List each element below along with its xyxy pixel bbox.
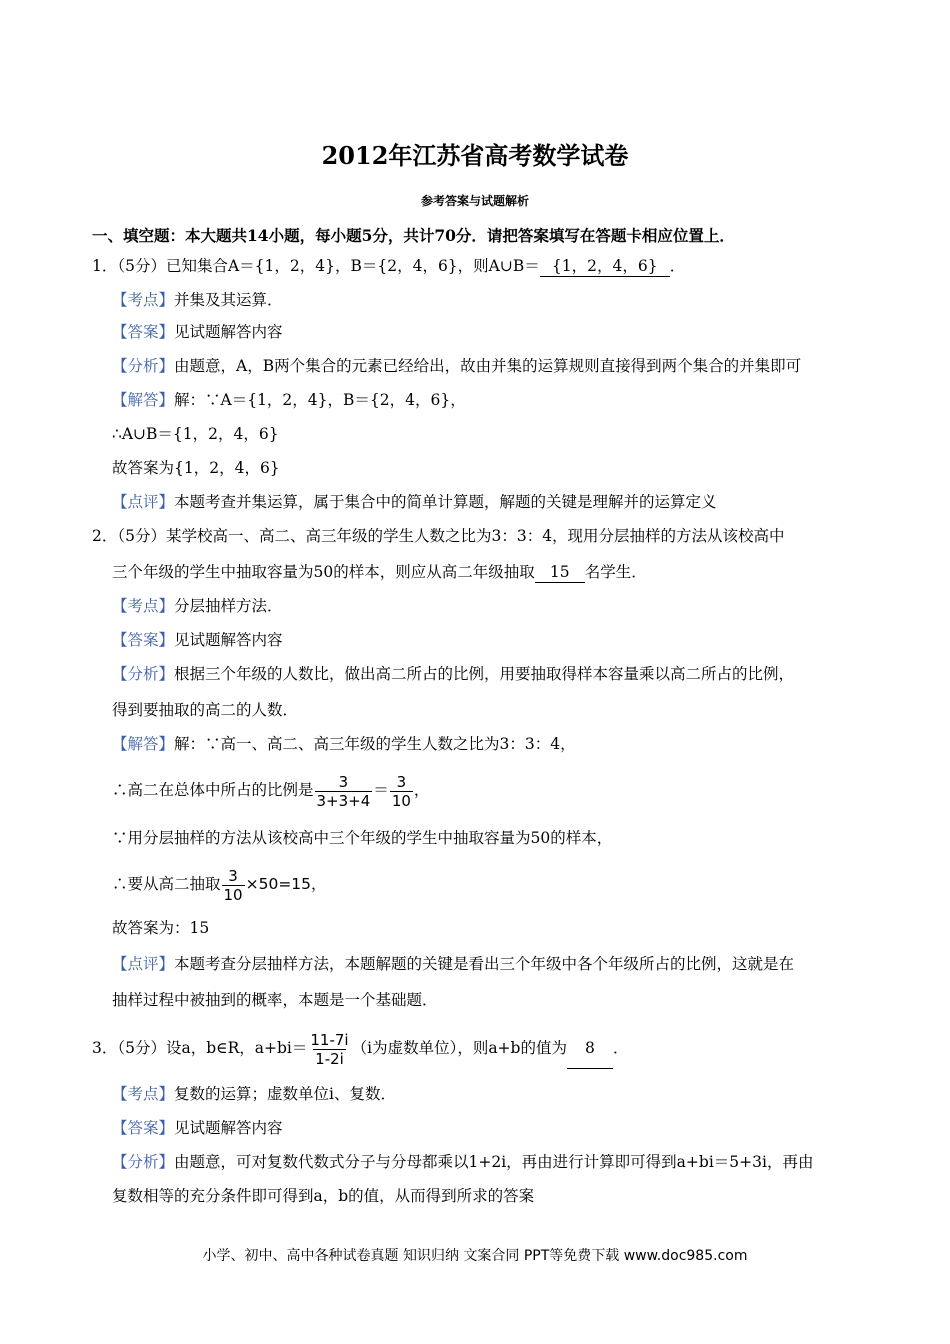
q2-calc-result: ×50=15， <box>245 875 327 893</box>
daan-tag: 【答案】 <box>112 631 175 649</box>
daan-tag: 【答案】 <box>112 323 175 341</box>
q2-calc-text: ∴要从高二抽取 <box>112 875 221 893</box>
q3-kaodian <box>112 1084 396 1104</box>
q2-dianping-text: 本题考查分层抽样方法，本题解题的关键是看出三个年级中各个年级所占的比例，这就是在 <box>174 955 795 973</box>
q1-dianping <box>112 492 717 512</box>
q1-jieda <box>112 390 466 410</box>
q2-ratio-text: ∴高二在总体中所占的比例是 <box>112 781 314 799</box>
page-title: 2012年江苏省高考数学试卷 <box>321 141 629 170</box>
q3-kaodian-text: 复数的运算；虚数单位i、复数． <box>174 1085 396 1103</box>
q2-ratio-line <box>112 770 429 810</box>
q2-dianping-line2: 抽样过程中被抽到的概率，本题是一个基础题． <box>112 991 438 1009</box>
q3-daan <box>112 1118 283 1138</box>
q1-daan <box>112 322 283 342</box>
jieda-tag: 【解答】 <box>112 735 175 753</box>
q2-ratio-fraction-simplified <box>390 773 413 810</box>
q2-daan-text: 见试题解答内容 <box>174 631 283 649</box>
q3-stem-text: 3．（5分）设a，b∈R，a+bi＝ <box>92 1039 308 1057</box>
fenxi-tag: 【分析】 <box>112 1153 175 1171</box>
fraction-denominator: 3+3+4 <box>316 791 371 810</box>
fraction-denominator: 1-2i <box>315 1049 344 1068</box>
page-footer: 小学、初中、高中各种试卷真题 知识归纳 文案合同 PPT等免费下载 www.doc985.com <box>202 1248 748 1264</box>
kaodian-tag: 【考点】 <box>112 1085 175 1103</box>
q2-dianping <box>112 954 794 974</box>
q2-calc-fraction <box>222 867 245 904</box>
daan-tag: 【答案】 <box>112 1119 175 1137</box>
fraction-denominator: 10 <box>391 791 411 810</box>
q3-stem <box>92 1028 628 1069</box>
q1-stem <box>92 256 685 277</box>
equals-sign: ＝ <box>373 781 389 799</box>
fraction-numerator: 3 <box>396 772 407 791</box>
q2-fenxi-text: 根据三个年级的人数比，做出高二所占的比例，用要抽取得样本容量乘以高二所占的比例， <box>174 665 795 683</box>
q1-jieda-text: 解：∵A＝{1，2，4}，B＝{2，4，6}， <box>174 391 466 409</box>
kaodian-tag: 【考点】 <box>112 291 175 309</box>
q1-answer-line: 故答案为{1，2，4，6} <box>112 459 280 477</box>
q2-stem-end: 名学生． <box>584 563 647 581</box>
q2-jieda <box>112 734 576 754</box>
q3-fenxi-text: 由题意，可对复数代数式分子与分母都乘以1+2i，再由进行计算即可得到a+bi＝5+3i，再由 <box>174 1153 814 1171</box>
fraction-numerator: 11-7i <box>310 1030 349 1049</box>
q2-kaodian-text: 分层抽样方法． <box>174 597 283 615</box>
q1-daan-text: 见试题解答内容 <box>174 323 283 341</box>
fraction-denominator: 10 <box>223 885 243 904</box>
q2-sample-line: ∵用分层抽样的方法从该校高中三个年级的学生中抽取容量为50的样本， <box>112 829 613 847</box>
q3-stem-end: ． <box>612 1039 629 1057</box>
q2-fenxi <box>112 664 794 684</box>
fraction-numerator: 3 <box>228 866 238 885</box>
q3-answer-blank: 8 <box>567 1028 613 1069</box>
q1-fenxi <box>112 356 801 376</box>
fraction-numerator: 3 <box>338 772 349 791</box>
page-subtitle: 参考答案与试题解析 <box>420 194 529 208</box>
fenxi-tag: 【分析】 <box>112 665 175 683</box>
jieda-tag: 【解答】 <box>112 391 175 409</box>
q2-stem-line2 <box>112 562 647 583</box>
q2-calc-line <box>112 864 327 904</box>
q1-kaodian-text: 并集及其运算． <box>174 291 283 309</box>
dianping-tag: 【点评】 <box>112 955 175 973</box>
comma: ， <box>413 781 430 799</box>
q3-daan-text: 见试题解答内容 <box>174 1119 283 1137</box>
q2-answer-line: 故答案为：15 <box>112 919 210 937</box>
q3-fraction <box>308 1031 350 1068</box>
dianping-tag: 【点评】 <box>112 493 175 511</box>
q2-fenxi-line2: 得到要抽取的高二的人数． <box>112 701 299 719</box>
q2-kaodian <box>112 596 283 616</box>
q2-stem-line1: 2．（5分）某学校高一、高二、高三年级的学生人数之比为3：3：4，现用分层抽样的方法从该校高中 <box>92 527 785 545</box>
q2-jieda-text: 解：∵高一、高二、高三年级的学生人数之比为3：3：4， <box>174 735 576 753</box>
q2-ratio-fraction <box>315 773 373 810</box>
q1-kaodian <box>112 290 283 310</box>
q1-stem-text: 1．（5分）已知集合A＝{1，2，4}，B＝{2，4，6}，则A∪B＝ <box>92 257 540 275</box>
q3-fenxi-line2: 复数相等的充分条件即可得到a，b的值，从而得到所求的答案 <box>112 1187 535 1205</box>
q3-stem-mid: （i为虚数单位），则a+b的值为 <box>351 1039 567 1057</box>
q2-answer-blank: 15 <box>535 562 585 583</box>
q1-solution-line: ∴A∪B＝{1，2，4，6} <box>112 425 279 443</box>
q2-stem-text: 三个年级的学生中抽取容量为50的样本，则应从高二年级抽取 <box>112 563 535 581</box>
q1-fenxi-text: 由题意，A，B两个集合的元素已经给出，故由并集的运算规则直接得到两个集合的并集即可 <box>174 357 802 375</box>
q2-daan <box>112 630 283 650</box>
kaodian-tag: 【考点】 <box>112 597 175 615</box>
q1-answer-blank: {1，2，4，6} <box>540 256 670 277</box>
q1-stem-end: ． <box>669 257 686 275</box>
q1-dianping-text: 本题考查并集运算，属于集合中的简单计算题，解题的关键是理解并的运算定义 <box>174 493 717 511</box>
section-heading: 一、填空题：本大题共14小题，每小题5分，共计70分．请把答案填写在答题卡相应位置上． <box>92 226 735 245</box>
fenxi-tag: 【分析】 <box>112 357 175 375</box>
q3-fenxi <box>112 1152 813 1172</box>
